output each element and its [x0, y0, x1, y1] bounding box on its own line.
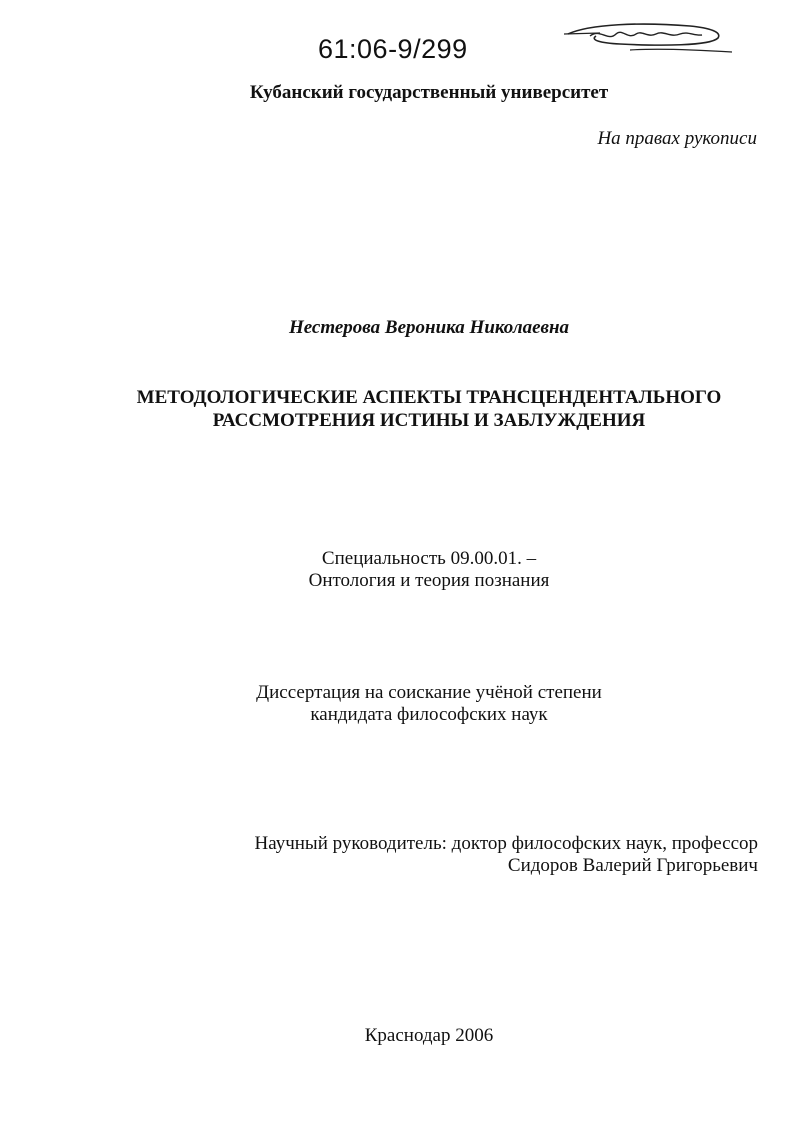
title-line-2: РАССМОТРЕНИЯ ИСТИНЫ И ЗАБЛУЖДЕНИЯ [212, 410, 646, 431]
title-line-1: МЕТОДОЛОГИЧЕСКИЕ АСПЕКТЫ ТРАНСЦЕНДЕНТАЛЬНОГО [136, 387, 722, 408]
degree-line-2: кандидата философских наук [310, 704, 548, 725]
university-name: Кубанский государственный университет [249, 82, 609, 103]
specialty-line-2: Онтология и теория познания [308, 570, 550, 591]
city-year: Краснодар 2006 [364, 1025, 494, 1046]
dissertation-title [0, 386, 798, 432]
archive-code: 61:06-9/299 [318, 34, 468, 64]
supervisor-line-2: Сидоров Валерий Григорьевич [507, 855, 758, 876]
supervisor [255, 833, 758, 877]
specialty-line-1: Специальность 09.00.01. – [321, 548, 537, 569]
signature [560, 16, 735, 56]
specialty [0, 548, 798, 592]
supervisor-line-1: Научный руководитель: доктор философских наук, профессор [254, 833, 758, 854]
rights-note: На правах рукописи [597, 128, 757, 149]
degree-statement [0, 682, 798, 726]
degree-line-1: Диссертация на соискание учёной степени [256, 682, 602, 703]
author-name: Нестерова Вероника Николаевна [288, 317, 570, 338]
